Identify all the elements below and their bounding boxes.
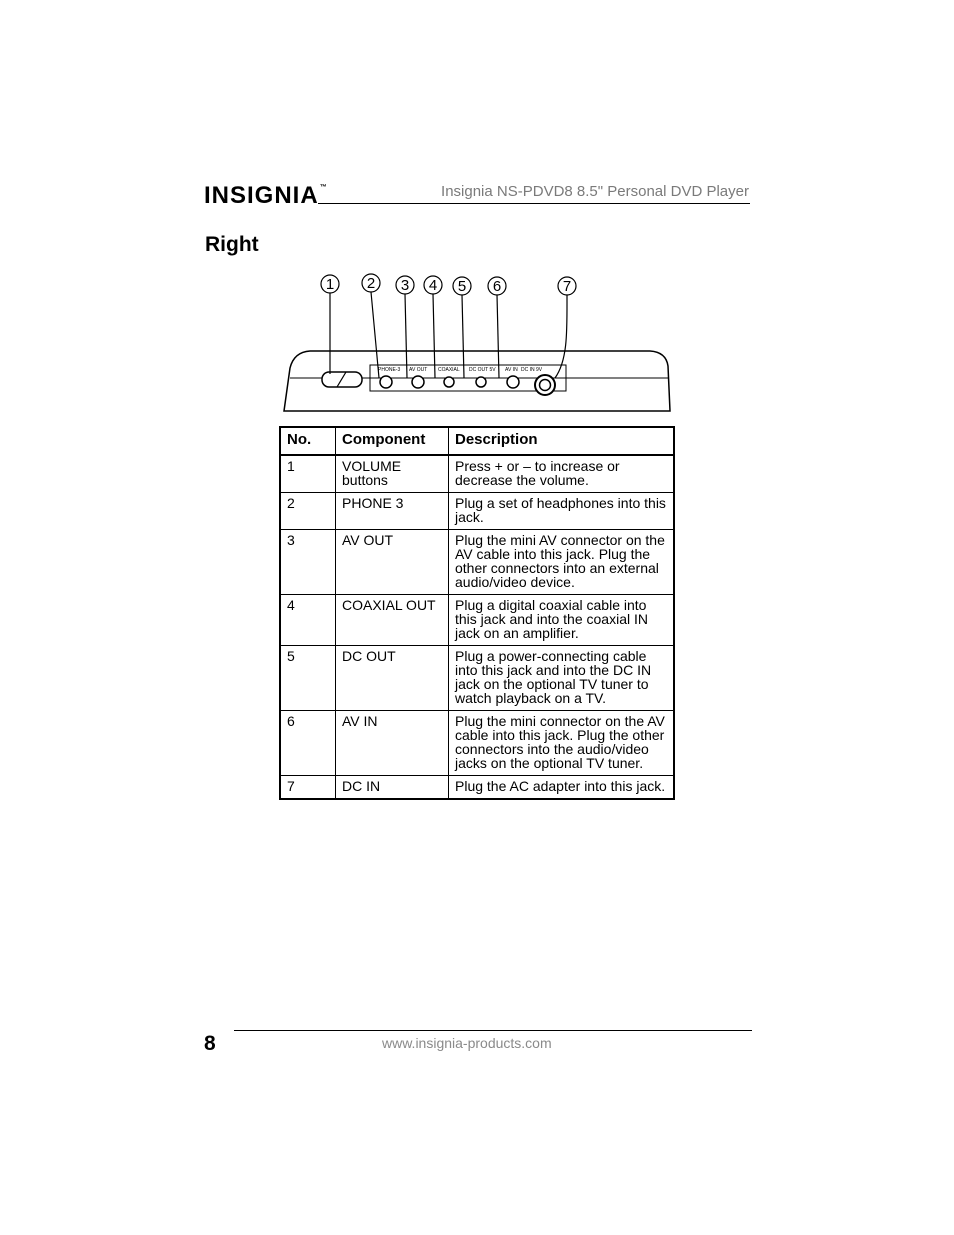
logo-text: INSIGNIA (204, 182, 319, 209)
cell-description: Press + or – to increase or decrease the volume. (449, 455, 675, 493)
header-no: No. (280, 427, 336, 455)
cell-no: 2 (280, 493, 336, 530)
table-row (280, 455, 674, 493)
jack-av-out (412, 376, 424, 388)
cell-no: 7 (280, 776, 336, 800)
cell-description: Plug a digital coaxial cable into this jack and into the coaxial IN jack on an amplifier. (449, 595, 675, 646)
table-header-row (280, 427, 674, 455)
footer-url: www.insignia-products.com (382, 1035, 552, 1051)
callout-6: 6 (492, 278, 502, 295)
right-side-diagram (280, 270, 680, 420)
table-row (280, 711, 674, 776)
cell-description: Plug a power-connecting cable into this jack and into the DC IN jack on the optional TV tuner to watch playback on a TV. (449, 646, 675, 711)
cell-no: 1 (280, 455, 336, 493)
callout-7: 7 (562, 278, 572, 295)
component-table (279, 426, 675, 800)
table-row (280, 646, 674, 711)
cell-component: AV IN (336, 711, 449, 776)
cell-description: Plug the mini connector on the AV cable into this jack. Plug the other connectors into the audio/video jacks on the optional TV tuner. (449, 711, 675, 776)
table-row (280, 530, 674, 595)
jack-dc-out (476, 377, 486, 387)
trademark-mark: ™ (319, 184, 328, 191)
callout-3: 3 (400, 277, 410, 294)
cell-no: 3 (280, 530, 336, 595)
jack-dc-in-inner (540, 380, 551, 391)
port-label-dc-out: DC OUT 5V (469, 367, 496, 373)
insignia-logo (204, 182, 328, 210)
port-label-coaxial: COAXIAL (438, 367, 460, 373)
header-component: Component (336, 427, 449, 455)
cell-component: DC OUT (336, 646, 449, 711)
jack-coaxial (444, 377, 454, 387)
cell-component: COAXIAL OUT (336, 595, 449, 646)
cell-component: AV OUT (336, 530, 449, 595)
table-row (280, 776, 674, 800)
table-row (280, 493, 674, 530)
header-description: Description (449, 427, 675, 455)
callout-5: 5 (457, 278, 467, 295)
cell-component: PHONE 3 (336, 493, 449, 530)
port-label-dc-in: DC IN 9V (521, 367, 543, 373)
jack-phone (380, 376, 392, 388)
cell-component: DC IN (336, 776, 449, 800)
cell-description: Plug the mini AV connector on the AV cable into this jack. Plug the other connectors into an external audio/video device. (449, 530, 675, 595)
cell-component: VOLUME buttons (336, 455, 449, 493)
table-row (280, 595, 674, 646)
cell-no: 6 (280, 711, 336, 776)
port-label-phone: PHONE-3 (378, 367, 401, 373)
footer-rule (234, 1030, 752, 1031)
callout-2: 2 (366, 275, 376, 292)
cell-no: 5 (280, 646, 336, 711)
port-label-av-out: AV OUT (409, 367, 428, 373)
jack-av-in (507, 376, 519, 388)
callout-4: 4 (428, 277, 438, 294)
header-title: Insignia NS-PDVD8 8.5" Personal DVD Player (441, 183, 749, 200)
callout-circles (321, 274, 576, 295)
cell-description: Plug a set of headphones into this jack. (449, 493, 675, 530)
section-title: Right (205, 233, 259, 256)
header-rule (318, 203, 750, 204)
cell-no: 4 (280, 595, 336, 646)
port-label-av-in: AV IN (505, 367, 518, 373)
callout-1: 1 (325, 276, 335, 293)
page-number: 8 (204, 1032, 216, 1055)
cell-description: Plug the AC adapter into this jack. (449, 776, 675, 800)
